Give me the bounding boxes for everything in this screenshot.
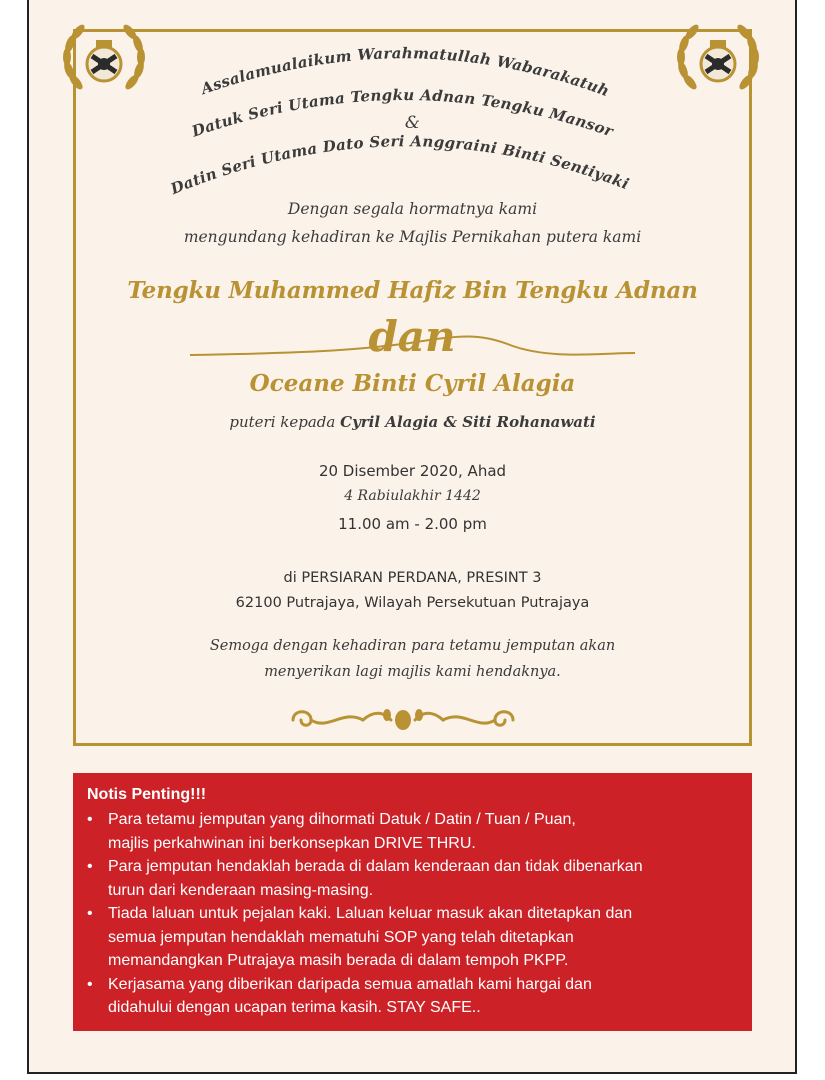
bullet: • <box>87 975 93 993</box>
notice-item-line: turun dari kenderaan masing-masing. <box>108 881 374 899</box>
notice-item <box>87 808 738 855</box>
notice-item-line: majlis perkahwinan ini berkonsepkan DRIVE THRU. <box>108 834 476 852</box>
notice-item-line: didahului dengan ucapan terima kasih. STAY SAFE.. <box>108 999 481 1016</box>
venue-line-2: 62100 Putrajaya, Wilayah Persekutuan Putrajaya <box>235 595 590 611</box>
notice-item-line: memandangkan Putrajaya masih berada di dalam tempoh PKPP. <box>108 952 569 969</box>
venue-line-1: di PERSIARAN PERDANA, PRESINT 3 <box>283 570 542 586</box>
notice-item-line: Para jemputan hendaklah berada di dalam kenderaan dan tidak dibenarkan <box>108 858 643 875</box>
notice-title: Notis Penting!!! <box>87 786 207 803</box>
greeting-text: Assalamualaikum Warahmatullah Wabarakatuh <box>198 44 612 101</box>
event-time: 11.00 am - 2.00 pm <box>338 515 487 533</box>
notice-item-line: Tiada laluan untuk pejalan kaki. Laluan keluar masuk akan ditetapkan dan <box>108 905 633 922</box>
host-mother-name: Datin Seri Utama Dato Seri Anggraini Binti Sentiyaki <box>168 132 632 199</box>
bullet: • <box>87 858 93 875</box>
notice-item <box>87 855 738 902</box>
bride-parents-names: Cyril Alagia & Siti Rohanawati <box>340 413 596 431</box>
notice-item <box>87 973 738 1020</box>
notice-item-line: Para tetamu jemputan yang dihormati Datuk / Datin / Tuan / Puan, <box>108 811 576 828</box>
important-notice-box <box>73 773 752 1031</box>
bullet: • <box>87 905 93 922</box>
notice-item-line: Kerjasama yang diberikan daripada semua amatlah kami hargai dan <box>108 975 592 993</box>
dan-flourish <box>180 305 645 375</box>
bullet: • <box>87 811 93 828</box>
host-ampersand: & <box>404 113 421 133</box>
notice-item-line: semua jemputan hendaklah mematuhi SOP yang telah ditetapkan <box>108 928 574 946</box>
bride-name: Oceane Binti Cyril Alagia <box>249 370 576 397</box>
event-date: 20 Disember 2020, Ahad <box>318 462 507 480</box>
scroll-ornament-icon <box>283 703 523 737</box>
closing-line-2: menyerikan lagi majlis kami hendaknya. <box>264 664 561 680</box>
host-father-name: Datuk Seri Utama Tengku Adnan Tengku Mansor <box>189 85 616 141</box>
invitation-line-2: mengundang kehadiran ke Majlis Pernikahan putera kami <box>183 228 642 246</box>
bride-parents <box>0 413 825 431</box>
closing-line-1: Semoga dengan kehadiran para tetamu jemputan akan <box>209 638 616 654</box>
event-hijri-date: 4 Rabiulakhir 1442 <box>344 488 481 504</box>
notice-list <box>87 808 738 1020</box>
conjunction-text: dan <box>368 312 456 361</box>
notice-item <box>87 902 738 973</box>
groom-name: Tengku Muhammed Hafiz Bin Tengku Adnan <box>127 277 698 304</box>
invitation-line-1: Dengan segala hormatnya kami <box>287 200 538 218</box>
bride-parents-prefix: puteri kepada <box>229 413 336 431</box>
